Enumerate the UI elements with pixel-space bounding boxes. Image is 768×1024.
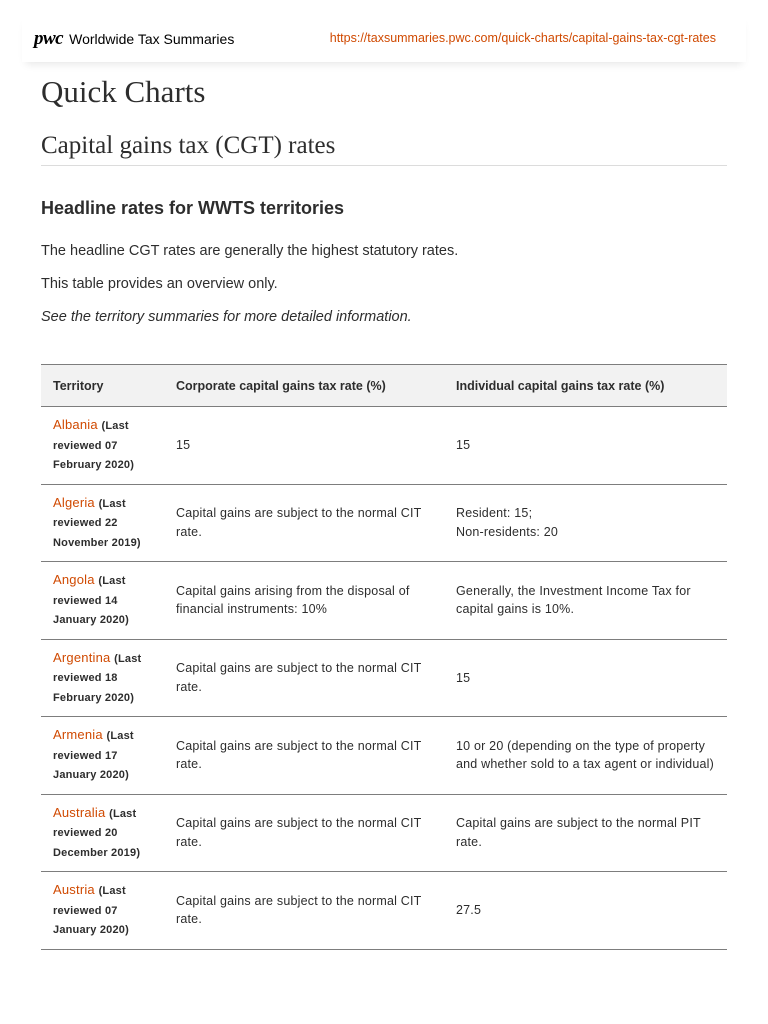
territory-cell	[41, 717, 164, 795]
corporate-rate-cell: Capital gains are subject to the normal CIT rate.	[176, 738, 422, 772]
corporate-rate-cell: 15	[176, 438, 191, 452]
corporate-rate-cell: Capital gains are subject to the normal CIT rate.	[176, 816, 422, 849]
territory-cell	[41, 872, 164, 950]
intro-paragraph: The headline CGT rates are generally the highest statutory rates.	[41, 243, 459, 259]
territory-link[interactable]: Algeria	[53, 494, 95, 510]
last-reviewed: (Last reviewed 22 November 2019)	[53, 497, 141, 549]
corporate-rate-cell: Capital gains are subject to the normal CIT rate.	[176, 506, 422, 539]
corporate-rate-cell: Capital gains are subject to the normal CIT rate.	[176, 893, 422, 927]
territory-cell	[41, 407, 164, 485]
page-title: Quick Charts	[41, 74, 206, 109]
table-row	[41, 717, 727, 795]
last-reviewed: (Last reviewed 17 January 2020)	[53, 730, 134, 781]
table-row	[41, 484, 727, 562]
individual-rate-cell: 10 or 20 (depending on the type of property and whether sold to a tax agent or individual)	[456, 738, 714, 772]
last-reviewed: (Last reviewed 14 January 2020)	[53, 575, 129, 626]
individual-rate-cell: Capital gains are subject to the normal PIT rate.	[456, 816, 701, 849]
territory-link[interactable]: Albania	[53, 417, 98, 432]
table-header-row	[41, 365, 727, 407]
territory-link[interactable]: Australia	[53, 804, 106, 820]
table-row	[41, 872, 727, 950]
territory-cell	[41, 639, 164, 717]
individual-rate-cell: Generally, the Investment Income Tax for capital gains is 10%.	[456, 583, 691, 617]
detail-note-paragraph: See the territory summaries for more detailed information.	[41, 309, 412, 325]
territory-link[interactable]: Argentina	[53, 649, 111, 665]
territory-cell	[41, 484, 164, 562]
pwc-logo[interactable]: pwc	[34, 28, 64, 49]
individual-rate-cell: 15	[456, 438, 471, 452]
last-reviewed: (Last reviewed 20 December 2019)	[53, 807, 141, 859]
individual-rate-cell: 15	[456, 670, 471, 685]
territory-link[interactable]: Angola	[53, 572, 95, 587]
territory-link[interactable]: Austria	[53, 882, 95, 897]
cgt-rates-table	[41, 364, 727, 950]
site-name[interactable]: Worldwide Tax Summaries	[69, 31, 235, 47]
table-row	[41, 794, 727, 872]
page-url-link[interactable]: https://taxsummaries.pwc.com/quick-charts/capital-gains-tax-cgt-rates	[329, 31, 716, 45]
header-individual-rate: Individual capital gains tax rate (%)	[456, 378, 665, 393]
brand[interactable]	[34, 28, 234, 50]
section-title: Capital gains tax (CGT) rates	[41, 132, 336, 159]
territory-cell	[41, 562, 164, 640]
corporate-rate-cell: Capital gains are subject to the normal CIT rate.	[176, 661, 422, 694]
table-body	[41, 407, 727, 950]
territory-cell	[41, 794, 164, 872]
last-reviewed: (Last reviewed 07 January 2020)	[53, 885, 129, 936]
individual-rate-cell: 27.5	[456, 903, 482, 917]
last-reviewed: (Last reviewed 18 February 2020)	[53, 652, 142, 704]
table-row	[41, 562, 727, 640]
title-divider	[41, 165, 727, 166]
header-corporate-rate: Corporate capital gains tax rate (%)	[176, 378, 386, 393]
table-row	[41, 407, 727, 485]
subheading: Headline rates for WWTS territories	[41, 198, 345, 218]
table-header	[41, 365, 727, 407]
overview-paragraph: This table provides an overview only.	[41, 276, 278, 292]
header-territory: Territory	[53, 378, 104, 393]
table-row	[41, 639, 727, 717]
corporate-rate-cell: Capital gains arising from the disposal of financial instruments: 10%	[176, 583, 410, 617]
territory-link[interactable]: Armenia	[53, 727, 103, 742]
individual-rate-cell: Resident: 15; Non-residents: 20	[456, 506, 559, 539]
site-header	[22, 14, 746, 62]
last-reviewed: (Last reviewed 07 February 2020)	[53, 420, 135, 471]
